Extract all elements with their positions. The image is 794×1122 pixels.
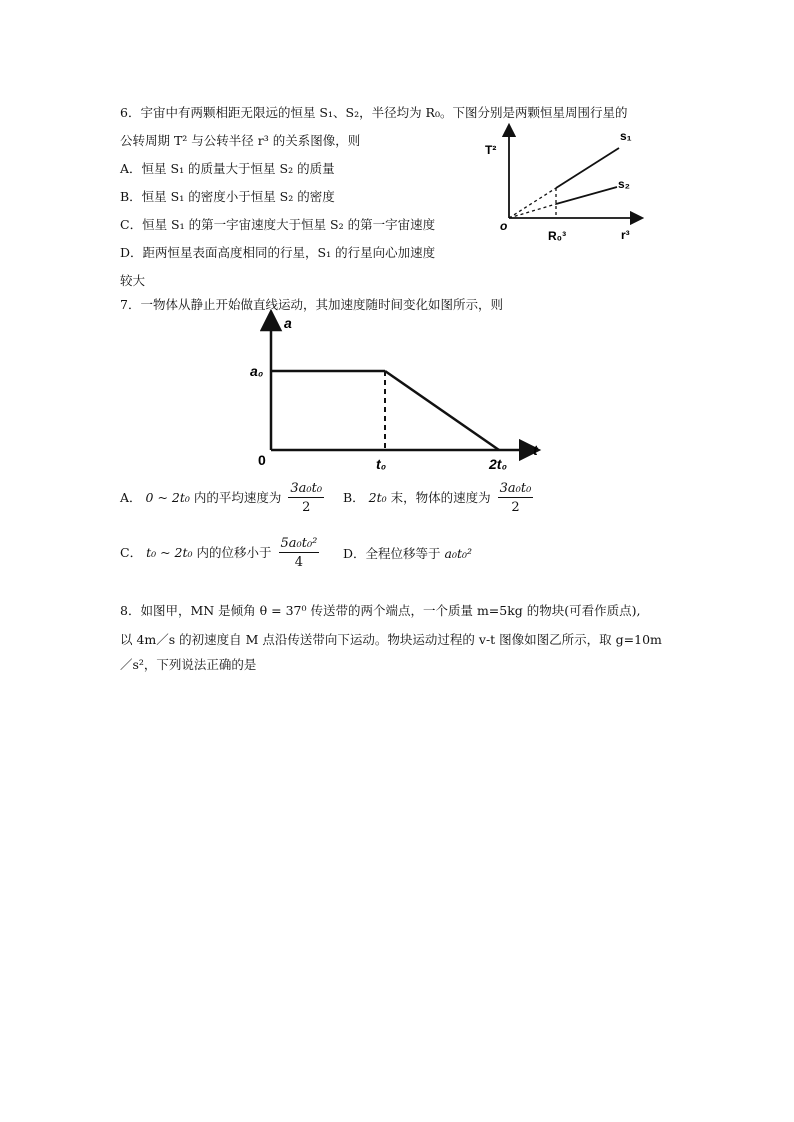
q7-option-c-numerator: 5a₀t₀² bbox=[280, 536, 318, 551]
q6-option-a: A．恒星 S₁ 的质量大于恒星 S₂ 的质量 bbox=[120, 161, 335, 176]
q7-option-a-fraction bbox=[288, 482, 324, 514]
q6-origin-label: o bbox=[500, 219, 508, 233]
q6-stem-line2: 公转周期 T² 与公转半径 r³ 的关系图像，则 bbox=[120, 133, 361, 148]
q7-option-a-prefix: A． bbox=[120, 489, 142, 505]
q7-option-a-text: 内的平均速度为 bbox=[193, 489, 282, 505]
q7-option-d bbox=[343, 548, 472, 561]
q7-origin-label: 0 bbox=[258, 452, 266, 468]
q7-2t0-label: 2t₀ bbox=[489, 456, 507, 472]
q7-option-c bbox=[120, 537, 322, 569]
q7-option-d-prefix: D．全程位移等于 bbox=[343, 546, 441, 561]
q7-t0-label: t₀ bbox=[376, 456, 387, 472]
q7-graph bbox=[245, 310, 545, 475]
q7-option-b-numerator: 3a₀t₀ bbox=[499, 481, 532, 496]
q7-option-d-expr: a₀t₀² bbox=[444, 546, 473, 561]
q7-stem: 7．一物体从静止开始做直线运动，其加速度随时间变化如图所示，则 bbox=[120, 297, 503, 312]
q7-option-a-numerator: 3a₀t₀ bbox=[290, 481, 323, 496]
q8-stem-line2: 以 4m／s 的初速度自 M 点沿传送带向下运动。物块运动过程的 v-t 图像如图乙所示，取 g=10m bbox=[120, 632, 662, 647]
q7-option-c-range: t₀ ~ 2t₀ bbox=[146, 544, 193, 560]
q8-stem-line1: 8．如图甲，MN 是倾角 θ = 37⁰ 传送带的两个端点，一个质量 m=5kg 的物块(可看作质点), bbox=[120, 603, 641, 618]
q6-option-c: C．恒星 S₁ 的第一宇宙速度大于恒星 S₂ 的第一宇宙速度 bbox=[120, 217, 436, 232]
q7-option-b bbox=[343, 482, 536, 514]
q7-option-a-denominator: 2 bbox=[302, 500, 311, 515]
q7-option-c-text: 内的位移小于 bbox=[196, 544, 272, 560]
q6-r0-label: R₀³ bbox=[548, 229, 567, 243]
q6-s1-label: s₁ bbox=[620, 129, 632, 143]
q7-option-b-fraction bbox=[498, 482, 534, 514]
q6-option-b: B．恒星 S₁ 的密度小于恒星 S₂ 的密度 bbox=[120, 189, 335, 204]
q7-y-axis-label: a bbox=[284, 315, 292, 331]
q7-option-a-range: 0 ~ 2t₀ bbox=[145, 489, 190, 505]
q7-option-b-prefix: B． bbox=[343, 489, 365, 505]
q7-option-c-denominator: 4 bbox=[294, 555, 304, 570]
q7-option-b-denominator: 2 bbox=[511, 500, 520, 515]
q6-stem-line1: 6．宇宙中有两颗相距无限远的恒星 S₁、S₂，半径均为 R₀。下图分别是两颗恒星周围行星的 bbox=[120, 105, 628, 120]
q6-option-d: D．距两恒星表面高度相同的行星，S₁ 的行星向心加速度 bbox=[120, 245, 436, 260]
q7-option-c-fraction bbox=[279, 537, 320, 569]
q7-option-a bbox=[120, 482, 327, 514]
q6-s1-line bbox=[556, 148, 619, 188]
q7-option-b-text: 末，物体的速度为 bbox=[390, 489, 491, 505]
q7-x-axis-label: t bbox=[533, 442, 538, 458]
q7-decreasing-segment bbox=[385, 371, 499, 450]
q6-s1-line-dashed bbox=[509, 188, 556, 218]
q8-stem-line3: ／s²，下列说法正确的是 bbox=[120, 657, 257, 672]
q6-x-axis-label: r³ bbox=[621, 228, 630, 242]
q7-option-b-time: 2t₀ bbox=[368, 489, 387, 505]
q6-s2-line bbox=[556, 187, 617, 204]
q6-graph bbox=[475, 120, 675, 255]
q6-y-axis-label: T² bbox=[485, 143, 497, 157]
q6-option-d-continued: 较大 bbox=[120, 273, 146, 288]
q7-option-c-prefix: C． bbox=[120, 544, 143, 560]
q6-s2-label: s₂ bbox=[618, 177, 631, 191]
q7-a0-label: a₀ bbox=[250, 363, 264, 379]
q6-s2-line-dashed bbox=[509, 204, 556, 218]
